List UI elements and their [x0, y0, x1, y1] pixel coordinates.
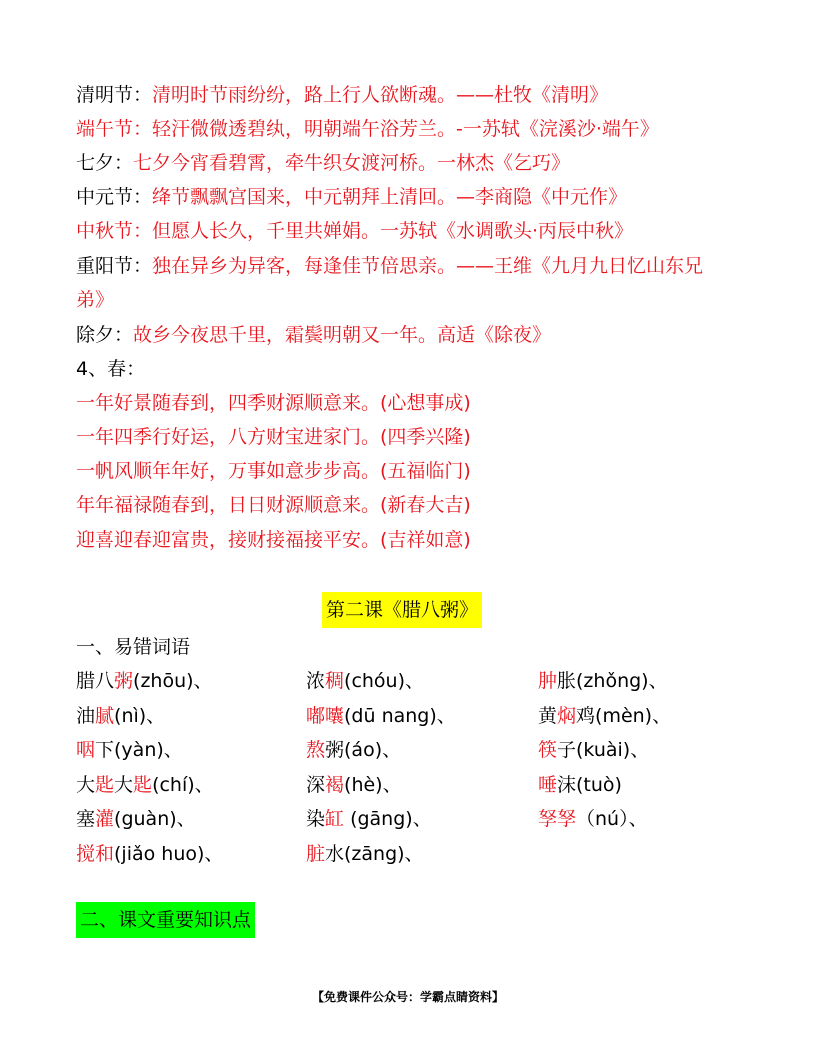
vocab-highlight: 稠 [325, 670, 345, 692]
festival-poem: 轻汗微微透碧纨，明朝端午浴芳兰。-一苏轼《浣溪沙·端午》 [152, 118, 659, 140]
festival-line-qixi [76, 146, 570, 180]
vocab-word [306, 768, 402, 802]
vocab-text: (gāng)、 [344, 808, 432, 830]
festival-poem: 独在异乡为异客，每逢佳节倍思亲。——王维《九月九日忆山东兄 [152, 255, 704, 277]
vocab-text: 粥(áo)、 [325, 739, 402, 761]
vocab-text: 大 [76, 773, 96, 796]
vocab-word [306, 733, 401, 767]
vocab-word [76, 699, 165, 733]
vocab-text: 腊八 [76, 670, 115, 692]
vocab-text: 鸡(mèn)、 [576, 704, 672, 727]
vocab-highlight: 褐 [325, 773, 345, 796]
vocab-highlight: 粥 [114, 670, 134, 692]
festival-poem: 故乡今夜思千里，霜鬓明朝又一年。高适《除夜》 [133, 324, 552, 346]
vocab-highlight: 筷 [538, 739, 558, 761]
vocab-text: (chóu)、 [344, 670, 425, 692]
vocab-word [538, 664, 668, 698]
spring-line: 迎喜迎春迎富贵，接财接福接平安。(吉祥如意) [76, 529, 471, 551]
vocab-text: (chí)、 [152, 773, 214, 796]
festival-line-zhongyuan [76, 180, 627, 214]
vocab-text: (guàn)、 [114, 808, 196, 830]
festival-label: 中秋节： [76, 220, 153, 242]
vocab-text: 水(zāng)、 [325, 842, 424, 865]
vocab-highlight: 焖 [557, 704, 577, 727]
vocab-word [538, 699, 671, 733]
vocab-word [76, 733, 183, 767]
vocab-word [306, 802, 432, 836]
vocab-word [76, 768, 214, 802]
festival-line-duanwu [76, 112, 659, 146]
vocab-text: 子(kuài)、 [557, 739, 650, 761]
vocab-word [306, 699, 456, 733]
festival-line-chuxi [76, 318, 551, 352]
vocab-word [538, 768, 622, 802]
vocab-text: （nú）、 [576, 808, 648, 830]
vocab-text: 塞 [76, 808, 96, 830]
festival-line-zhongqiu [76, 214, 633, 248]
vocab-highlight: 肿 [538, 670, 558, 692]
vocab-text: 大 [114, 773, 134, 796]
festival-label: 除夕： [76, 324, 134, 346]
vocab-highlight: 熬 [306, 739, 326, 761]
vocab-highlight: 搅和 [76, 842, 115, 865]
vocab-text: (hè)、 [344, 773, 402, 796]
vocab-highlight: 嘟囔 [306, 704, 345, 727]
festival-poem: 弟》 [76, 289, 115, 311]
festival-line-qingming [76, 78, 608, 112]
vocab-word [306, 837, 424, 871]
vocab-word [76, 664, 213, 698]
festival-label: 清明节： [76, 84, 153, 106]
vocab-text: (dū nang)、 [344, 704, 456, 727]
vocab-highlight: 脏 [306, 842, 326, 865]
vocab-word [306, 664, 424, 698]
vocab-highlight: 灌 [95, 808, 115, 830]
spring-line: 一帆风顺年年好，万事如意步步高。(五福临门) [76, 460, 471, 482]
section-heading-knowledge: 二、课文重要知识点 [76, 902, 255, 938]
vocab-highlight: 唾 [538, 773, 558, 796]
vocab-word [76, 837, 223, 871]
vocab-text: (zhōu)、 [133, 670, 213, 692]
festival-line-chongyang-cont [76, 283, 114, 317]
vocab-highlight: 匙 [95, 773, 115, 796]
vocab-text: 油 [76, 704, 96, 727]
festival-poem: 绛节飘飘宫国来，中元朝拜上清回。—李商隐《中元作》 [152, 186, 628, 208]
vocab-text: 浓 [306, 670, 326, 692]
vocab-highlight: 腻 [95, 704, 115, 727]
festival-poem: 清明时节雨纷纷，路上行人欲断魂。——杜牧《清明》 [152, 84, 609, 106]
vocab-word [538, 802, 648, 836]
vocab-text: 沫(tuò) [557, 773, 622, 796]
festival-label: 七夕： [76, 152, 134, 174]
section-heading-words: 一、易错词语 [76, 636, 191, 658]
vocab-word [538, 733, 649, 767]
vocab-highlight: 孥孥 [538, 808, 577, 830]
footer-text: 【免费课件公众号：学霸点睛资料】 [311, 990, 504, 1004]
spring-line: 一年四季行好运，八方财宝进家门。(四季兴隆) [76, 426, 471, 448]
vocab-word [76, 802, 196, 836]
festival-label: 中元节： [76, 186, 153, 208]
spring-heading: 4、春： [76, 358, 146, 380]
vocab-text: (jiǎo huo)、 [114, 842, 224, 865]
festival-label: 重阳节： [76, 255, 153, 277]
vocab-text: 黄 [538, 704, 558, 727]
festival-label: 端午节： [76, 118, 153, 140]
festival-line-chongyang [76, 249, 703, 283]
vocab-text: 深 [306, 773, 326, 796]
vocab-text: (nì)、 [114, 704, 166, 727]
vocab-highlight: 咽 [76, 739, 96, 761]
festival-poem: 但愿人长久，千里共婵娟。一苏轼《水调歌头·丙辰中秋》 [152, 220, 634, 242]
vocab-text: 胀(zhǒng)、 [557, 670, 668, 692]
vocab-highlight: 匙 [133, 773, 153, 796]
festival-poem: 七夕今宵看碧霄，牵牛织女渡河桥。一林杰《乞巧》 [133, 152, 571, 174]
vocab-highlight: 缸 [325, 808, 345, 830]
spring-line: 一年好景随春到，四季财源顺意来。(心想事成) [76, 392, 471, 414]
vocab-text: 染 [306, 808, 326, 830]
vocab-text: 下(yàn)、 [95, 739, 183, 761]
lesson-title: 第二课《腊八粥》 [322, 592, 482, 628]
spring-line: 年年福禄随春到，日日财源顺意来。(新春大吉) [76, 494, 471, 516]
